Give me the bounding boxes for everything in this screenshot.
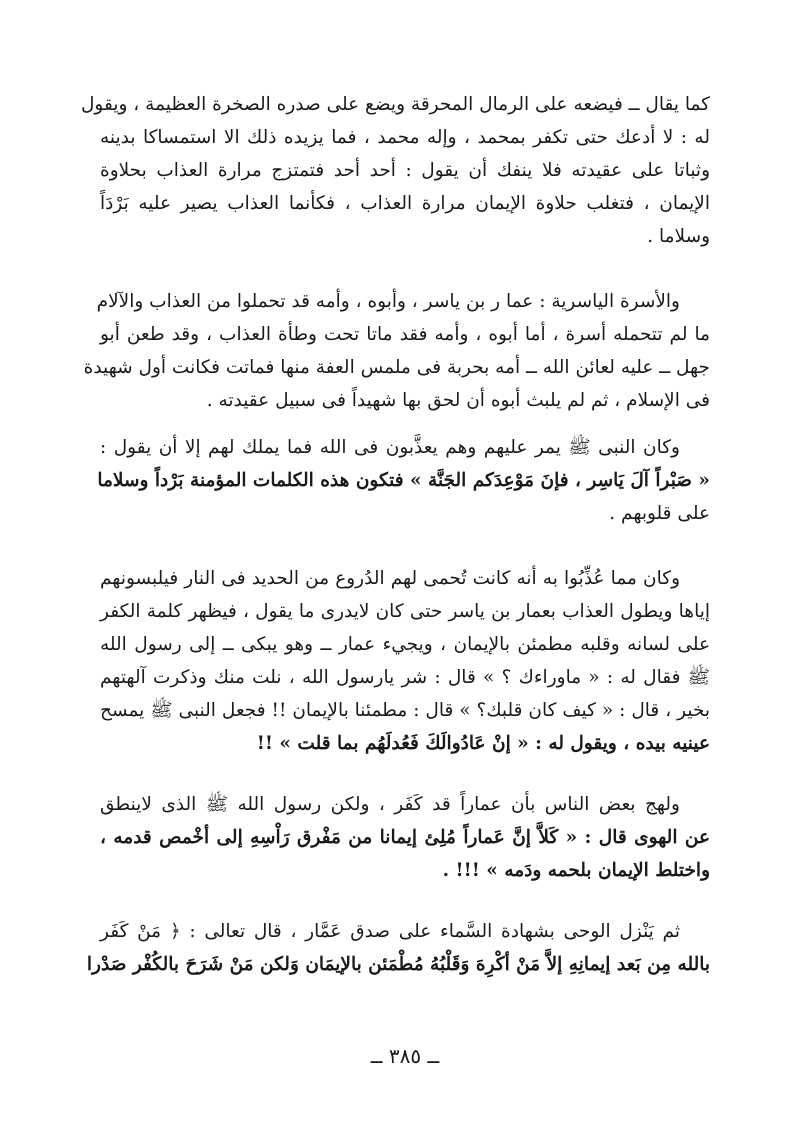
- text-line: وثباتا على عقيدته فلا ينفك أن يقول : أحد أحد فتمتزج مرارة العذاب بحلاوة: [100, 160, 710, 181]
- text-line: على لسانه وقلبه مطمئن بالإيمان ، ويجيء عمار ــ وهو يبكى ــ إلى رسول الله: [100, 634, 710, 655]
- text-line: كما يقال ــ فيضعه على الرمال المحرقة ويضع على صدره الصخرة العظيمة ، ويقول: [80, 94, 710, 115]
- text-line: إياها ويطول العذاب بعمار بن ياسر حتى كان لايدرى ما يقول ، فيظهر كلمة الكفر: [100, 601, 710, 622]
- paragraph-2: [83, 285, 710, 417]
- paragraph-6: [86, 915, 710, 981]
- paragraph-5: [100, 788, 710, 887]
- page-number: ــ ٣٨٥ ــ: [370, 1044, 440, 1068]
- text-line: ﷺ فقال له : « ماوراءك ؟ » قال : شر يارسول الله ، نلت منك وذكرت آلهتهم: [100, 667, 710, 688]
- text-line: والأسرة الياسرية : عما ر بن ياسر ، وأبوه ، وأمه قد تحملوا من العذاب والآلام: [96, 291, 680, 312]
- paragraph-3: [97, 431, 710, 530]
- text-line: واختلط الإيمان بلحمه ودَمه » !!! .: [442, 860, 710, 881]
- text-line: ما لم تتحمله أسرة ، أما أبوه ، وأمه فقد ماتا تحت وطأة العذاب ، وقد طعن أبو: [100, 324, 710, 345]
- text-line: له : لا أدعك حتى تكفر بمحمد ، وإله محمد ، فما يزيده ذلك الا استمساكا بدينه: [100, 127, 710, 148]
- text-line: عينيه بيده ، ويقول له : « إنْ عَادُوالَكَ فَعُدلَهُم بما قلت » !!: [256, 733, 710, 754]
- page-body: [80, 88, 710, 981]
- text-line: بخير ، قال : « كيف كان قلبك؟ » قال : مطمئنا بالإيمان !! فجعل النبى ﷺ يمسح: [100, 700, 710, 721]
- text-line: على قلوبهم .: [609, 503, 710, 524]
- text-line: « صَبْراً آلَ يَاسِر ، فإنَ مَوْعِدَكم الجَنَّة » فتكون هذه الكلمات المؤمنة بَرْداً وسلاما: [97, 470, 710, 491]
- text-line: جهل ــ عليه لعائن الله ــ أمه بحربة فى ملمس العفة منها فماتت فكانت أول شهيدة: [83, 357, 710, 378]
- text-line: وكان النبى ﷺ يمر عليهم وهم يعذَّبون فى الله فما يملك لهم إلا أن يقول :: [100, 437, 680, 458]
- paragraph-4: [100, 562, 710, 760]
- text-line: وسلاما .: [647, 226, 710, 247]
- text-line: عن الهوى قال : « كَلاَّ إنَّ عَماراً مُلِئ إيمانا من مَفْرق رَاْسِهِ إلى أخْمص قدمه ،: [100, 827, 710, 848]
- text-line: الإيمان ، فتغلب حلاوة الإيمان مرارة العذاب ، فكأنما العذاب يصير عليه بَرْدَاً: [100, 193, 710, 214]
- text-line: بالله مِن بَعد إيمانِهِ إلاَّ مَنْ أكْرِهَ وَقَلْبُهُ مُطْمَئن بالإيمَان وَلكن مَنْ شَرَحَ بالكُفْر صَدْرا: [86, 954, 710, 975]
- text-line: ولهج بعض الناس بأن عماراً قد كَفَر ، ولكن رسول الله ﷺ الذى لاينطق: [100, 794, 680, 815]
- text-line: فى الإسلام ، ثم لم يلبث أبوه أن لحق بها شهيداً فى سبيل عقيدته .: [206, 390, 710, 411]
- text-line: ثم يَنْزل الوحى بشهادة السَّماء على صدق عَمَّار ، قال تعالى : ﴿ مَنْ كَفَر: [100, 921, 680, 942]
- text-line: وكان مما عُذِّبُوا به أنه كانت تُحمى لهم الدُروع من الحديد فى النار فيلبسونهم: [100, 568, 680, 589]
- paragraph-1: [80, 88, 710, 253]
